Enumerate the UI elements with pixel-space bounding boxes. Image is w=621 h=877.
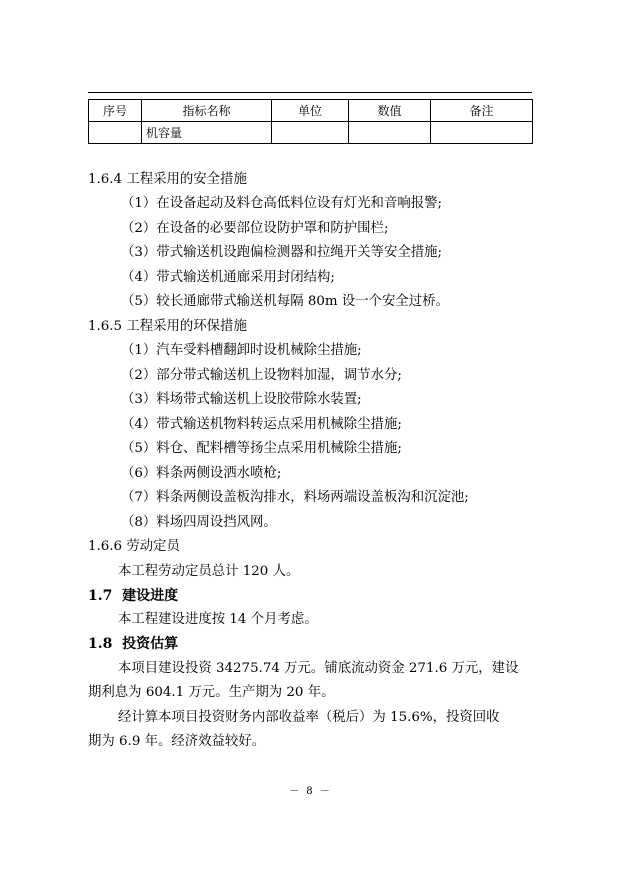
environment-item: （5）料仓、配料槽等扬尘点采用机械除尘措施;: [121, 441, 402, 456]
section-number: 1.7: [88, 588, 113, 604]
environment-item: （8）料场四周设挡风网。: [121, 515, 277, 530]
section-1-6-5-title: 1.6.5 工程采用的环保措施: [88, 319, 247, 334]
section-number: 1.8: [88, 636, 113, 652]
table-cell: [272, 122, 349, 144]
table-cell: [349, 122, 431, 144]
section-1-6-4-title: 1.6.4 工程采用的安全措施: [88, 172, 247, 187]
safety-item: （5）较长通廊带式输送机每隔 80m 设一个安全过桥。: [121, 294, 449, 309]
header-rule: [88, 92, 532, 93]
col-header-index: 序号: [89, 100, 142, 122]
indicator-table: [88, 99, 533, 144]
section-1-7-heading: [88, 589, 178, 603]
environment-item: （4）带式输送机物料转运点采用机械除尘措施;: [121, 417, 402, 432]
section-1-6-6-title: 1.6.6 劳动定员: [88, 539, 180, 554]
environment-item: （7）料条两侧设盖板沟排水，料场两端设盖板沟和沉淀池;: [121, 490, 469, 505]
safety-item: （4）带式输送机通廊采用封闭结构;: [121, 270, 335, 285]
col-header-remark: 备注: [431, 100, 533, 122]
col-header-indicator: 指标名称: [142, 100, 272, 122]
investment-paragraph-2-cont: 期为 6.9 年。经济效益较好。: [88, 734, 266, 749]
table-cell: [89, 122, 142, 144]
environment-item: （2）部分带式输送机上设物料加湿，调节水分;: [121, 368, 402, 383]
investment-paragraph-1: 本项目建设投资 34275.74 万元。铺底流动资金 271.6 万元，建设: [118, 661, 519, 676]
environment-item: （6）料条两侧设洒水喷枪;: [121, 466, 282, 481]
table-row: [89, 122, 533, 144]
safety-item: （2）在设备的必要部位设防护罩和防护围栏;: [121, 221, 389, 236]
staffing-text: 本工程劳动定员总计 120 人。: [118, 564, 300, 579]
section-1-8-heading: [88, 637, 178, 651]
schedule-text: 本工程建设进度按 14 个月考虑。: [118, 612, 318, 627]
environment-item: （1）汽车受料槽翻卸时设机械除尘措施;: [121, 343, 362, 358]
table-header-row: [89, 100, 533, 122]
safety-item: （3）带式输送机设跑偏检测器和拉绳开关等安全措施;: [121, 245, 443, 260]
environment-item: （3）料场带式输送机上设胶带除水装置;: [121, 392, 362, 407]
table-cell: [431, 122, 533, 144]
investment-paragraph-2: 经计算本项目投资财务内部收益率（税后）为 15.6%，投资回收: [118, 710, 500, 725]
section-title: 建设进度: [122, 588, 179, 604]
page-number: － 8 －: [289, 786, 332, 797]
col-header-value: 数值: [349, 100, 431, 122]
safety-item: （1）在设备起动及料仓高低料位设有灯光和音响报警;: [121, 196, 443, 211]
col-header-unit: 单位: [272, 100, 349, 122]
table-cell: 机容量: [142, 122, 272, 144]
investment-paragraph-1-cont: 期利息为 604.1 万元。生产期为 20 年。: [88, 685, 335, 700]
section-title: 投资估算: [122, 636, 179, 652]
